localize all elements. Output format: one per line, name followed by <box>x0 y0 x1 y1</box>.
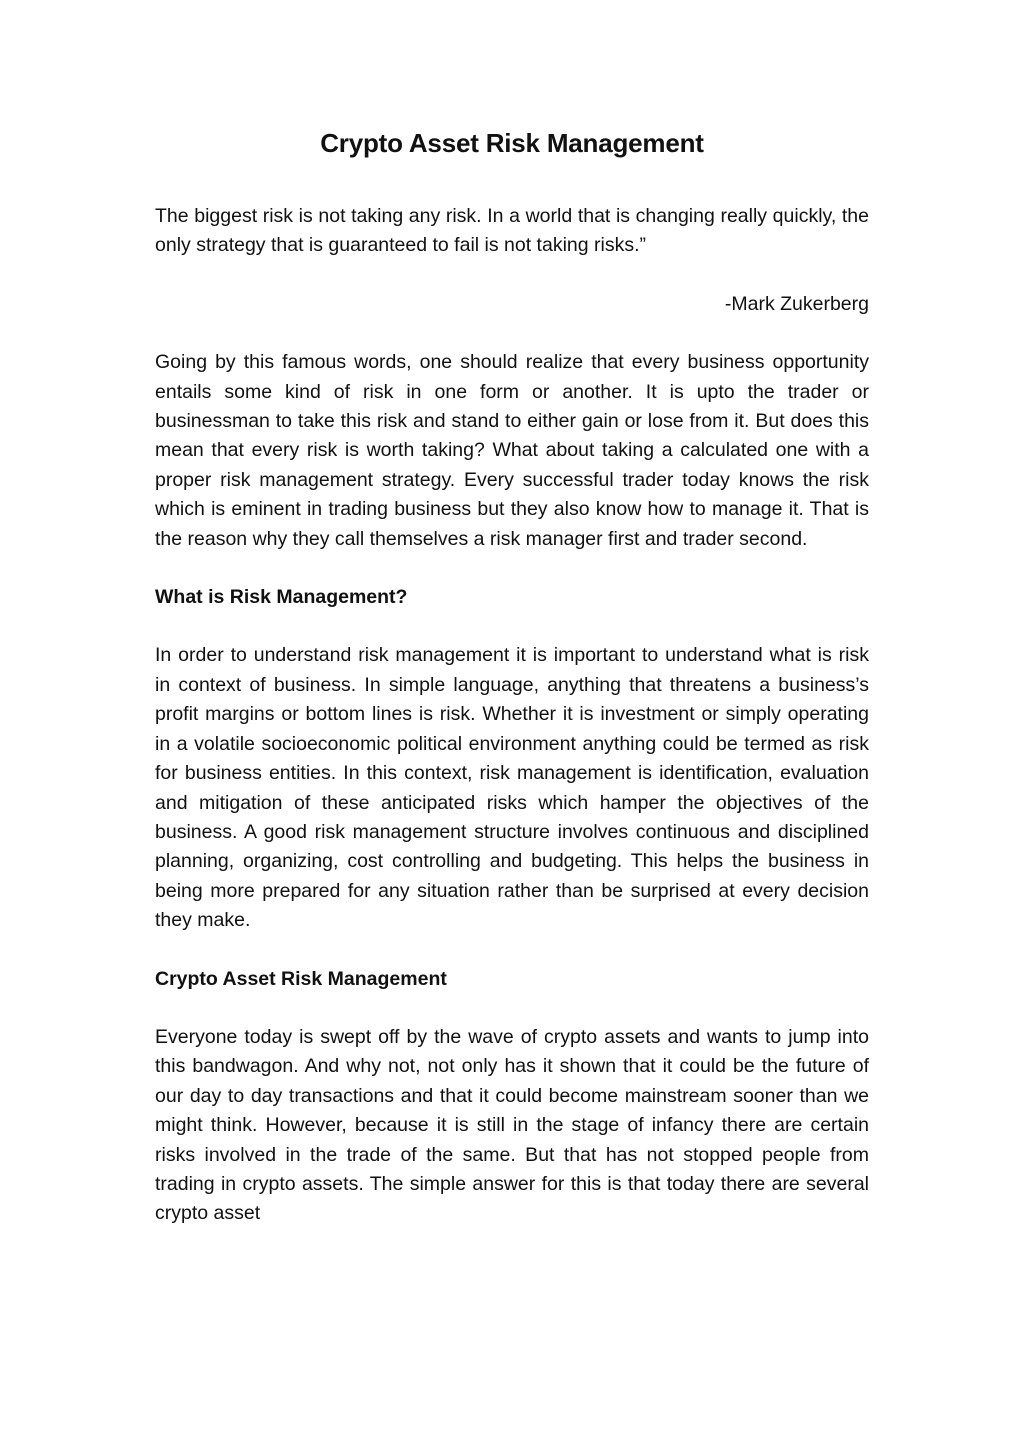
opening-quote: The biggest risk is not taking any risk. In a world that is changing really quickly, the only strategy that is guaranteed to fail is not taking risks.” <box>155 205 869 257</box>
section-body-crypto-asset-risk-management: Everyone today is swept off by the wave of crypto assets and wants to jump into this bandwagon. And why not, not only has it shown that it could be the future of our day to day transactions and that it could become mainstream sooner than we might think. However, because it is still in the stage of infancy there are certain risks involved in the trade of the same. But that has not stopped people from trading in crypto assets. The simple answer for this is that today there are several crypto asset <box>155 1025 869 1225</box>
document-page <box>155 120 869 1229</box>
section-heading-crypto-asset-risk-management: Crypto Asset Risk Management <box>155 967 447 990</box>
quote-attribution: -Mark Zukerberg <box>724 292 869 315</box>
section-body-what-is-risk-management: In order to understand risk management it is important to understand what is risk in context of business. In simple language, anything that threatens a business’s profit margins or bottom lines is risk. Whether it is investment or simply operating in a volatile socioeconomic political environment anything could be termed as risk for business entities. In this context, risk management is identification, evaluation and mitigation of these anticipated risks which hamper the objectives of the business. A good risk management structure involves continuous and disciplined planning, organizing, cost controlling and budgeting. This helps the business in being more prepared for any situation rather than be surprised at every decision they make. <box>155 644 869 932</box>
document-title: Crypto Asset Risk Management <box>320 128 704 158</box>
intro-paragraph: Going by this famous words, one should realize that every business opportunity entails some kind of risk in one form or another. It is upto the trader or businessman to take this risk and stand to either gain or lose from it. But does this mean that every risk is worth taking? What about taking a calculated one with a proper risk management strategy. Every successful trader today knows the risk which is eminent in trading business but they also know how to manage it. That is the reason why they call themselves a risk manager first and trader second. <box>155 351 869 550</box>
section-heading-what-is-risk-management: What is Risk Management? <box>155 586 408 609</box>
